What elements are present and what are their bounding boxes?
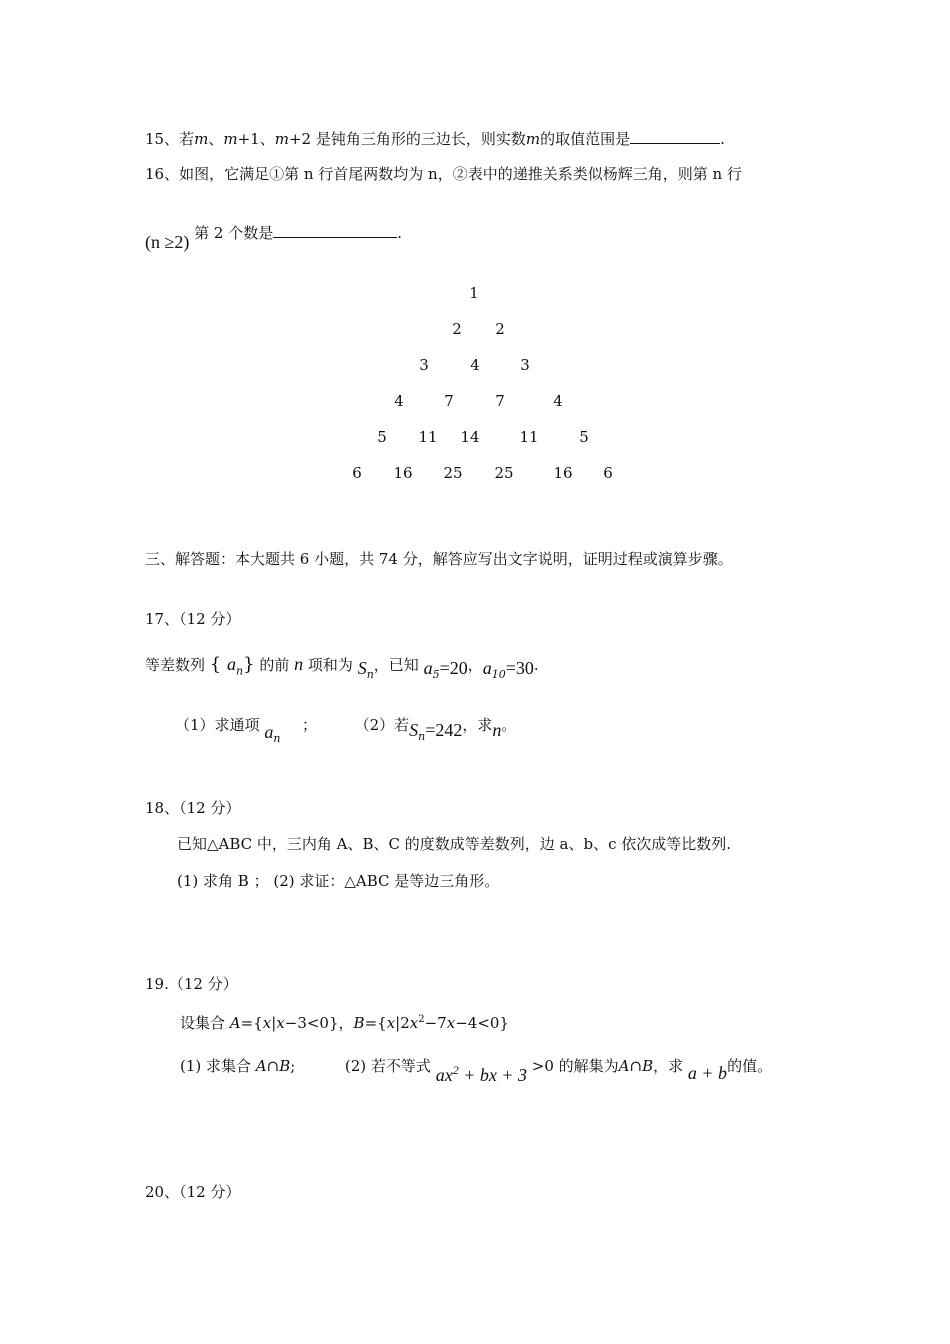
answer-blank[interactable] xyxy=(273,223,397,238)
question-18-statement: 已知△ABC 中，三内角 A、B、C 的度数成等差数列，边 a、b、c 依次成等比数列. xyxy=(177,835,732,853)
triangle-number: 5 xyxy=(377,428,387,446)
triangle-number: 2 xyxy=(452,320,462,338)
question-17-parts: （1）求通项 $a_n$ ； （2）若$S_n=242$，求n。 xyxy=(175,716,517,745)
triangle-number: 16 xyxy=(393,464,413,482)
triangle-number: 11 xyxy=(418,428,438,446)
question-20-header: 20、（12 分） xyxy=(145,1183,241,1201)
question-17-statement: 等差数列 { $a_n$} 的前 n 项和为 $S_n$，已知 $a_5=20$，$a_{10}=30$. xyxy=(145,654,539,681)
question-19-sets: 设集合 A={x|x−3<0}，$B=\{x|2x^2-7x-4<0\}$ xyxy=(180,1014,509,1032)
question-18-header: 18、（12 分） xyxy=(145,799,241,817)
triangle-number: 25 xyxy=(494,464,514,482)
answer-blank[interactable] xyxy=(630,129,720,144)
question-16-line1: 16、如图，它满足①第 n 行首尾两数均为 n，②表中的递推关系类似杨辉三角，则第 n 行 xyxy=(145,165,742,183)
triangle-number: 3 xyxy=(419,356,429,374)
triangle-number: 7 xyxy=(495,392,505,410)
a-plus-b: a + b xyxy=(687,1063,728,1083)
triangle-number: 5 xyxy=(579,428,589,446)
triangle-number: 6 xyxy=(603,464,613,482)
question-16-line2: (n ≥2) 第 2 个数是 . xyxy=(145,224,403,252)
question-17-header: 17、（12 分） xyxy=(145,610,241,628)
triangle-number: 16 xyxy=(553,464,573,482)
triangle-number: 6 xyxy=(352,464,362,482)
question-15: 15、若m、m+1、m+2 是钝角三角形的三边长，则实数m的取值范围是 . xyxy=(145,130,725,148)
triangle-number: 14 xyxy=(460,428,480,446)
triangle-number: 7 xyxy=(444,392,454,410)
sequence-braces: { $a_n$} xyxy=(209,654,255,678)
q15-number: 15、 xyxy=(145,130,180,148)
triangle-number: 4 xyxy=(470,356,480,374)
triangle-number: 4 xyxy=(394,392,404,410)
section-3-heading: 三、解答题：本大题共 6 小题，共 74 分，解答应写出文字说明，证明过程或演算步骤。 xyxy=(145,550,733,568)
n-condition: (n ≥2) xyxy=(145,232,190,252)
triangle-number: 25 xyxy=(443,464,463,482)
triangle-number: 3 xyxy=(520,356,530,374)
triangle-number: 2 xyxy=(495,320,505,338)
inequality: $ax^2$ + bx + 3 xyxy=(435,1063,527,1085)
triangle-number: 1 xyxy=(469,284,479,302)
triangle-number: 4 xyxy=(553,392,563,410)
triangle-number: 11 xyxy=(519,428,539,446)
question-19-header: 19.（12 分） xyxy=(145,975,238,993)
question-19-parts: (1) 求集合 A∩B; (2) 若不等式 $ax^2$ + bx + 3 >0 的解集为A∩B，求 a + b的值。 xyxy=(180,1057,773,1085)
question-18-parts: (1) 求角 B ； (2) 求证：△ABC 是等边三角形。 xyxy=(177,872,500,890)
